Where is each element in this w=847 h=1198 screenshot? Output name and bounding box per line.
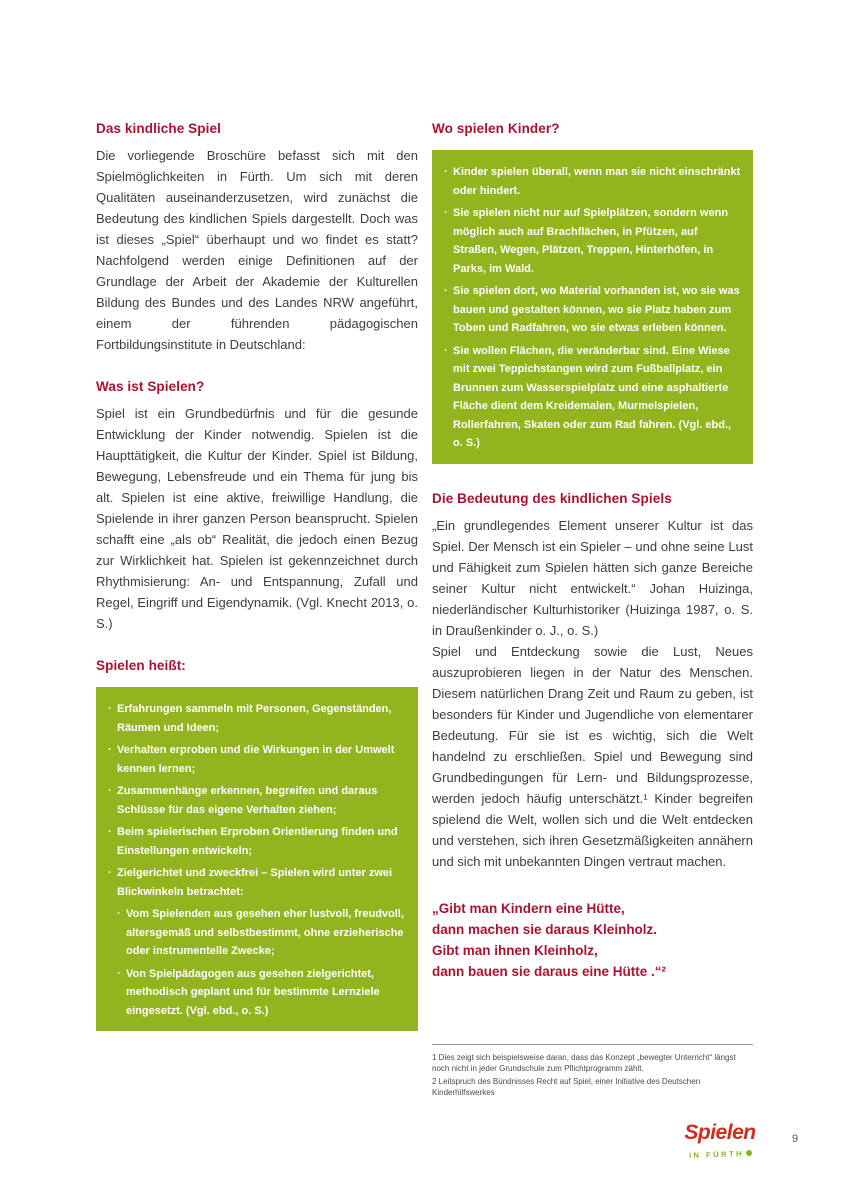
paragraph: Spiel ist ein Grundbedürfnis und für die gesunde Entwicklung der Kinder notwendig. Spielen ist die Haupttätigkeit, die Kultur der Kinder. Spiel ist Bildung, Bewegung, Lebensfreude und ein Thema für jung bis alt. Spielen ist eine aktive, freiwillige Handlung, die Spielende in ihrer ganzen Person beansprucht. Spielen schafft eine „als ob“ Realität, die jedoch einen Bezug zur Wirklichkeit hat. Spielen ist gekennzeichnet durch Rhythmisierung: An- und Entspannung, Zufall und Regel, Eingriff und Eigendynamik. (Vgl. Knecht 2013, o. S.)	[96, 406, 418, 631]
list-item: · Sie wollen Flächen, die veränderbar sind. Eine Wiese mit zwei Teppichstangen wird zum Fußballplatz, ein Brunnen zum Wasserspielplatz und eine asphaltierte Fläche dient dem Kreidemalen, Murmelspielen, Rollerfahren, Skaten oder zum Rad fahren. (Vgl. ebd., o. S.)	[444, 342, 741, 453]
list-item: · Kinder spielen überall, wenn man sie nicht einschränkt oder hindert.	[444, 163, 741, 200]
logo-subtitle: IN FÜRTH	[688, 1149, 744, 1160]
logo-title: Spielen	[684, 1121, 756, 1144]
section-spielen-heisst	[96, 658, 418, 1031]
section-wo-spielen-kinder	[432, 121, 753, 464]
section-heading: Wo spielen Kinder?	[432, 121, 560, 136]
quote-line: „Gibt man Kindern eine Hütte,	[432, 900, 625, 916]
section-heading: Was ist Spielen?	[96, 379, 205, 394]
page-number: 9	[792, 1133, 799, 1145]
section-heading: Die Bedeutung des kindlichen Spiels	[432, 490, 672, 506]
list-item: · Zusammenhänge erkennen, begreifen und daraus Schlüsse für das eigene Verhalten ziehen;	[108, 782, 406, 819]
list-item: · Beim spielerischen Erproben Orientierung finden und Einstellungen entwickeln;	[108, 823, 406, 860]
section-das-kindliche-spiel	[96, 121, 418, 355]
paragraph: Spiel und Entdeckung sowie die Lust, Neues auszuprobieren liegen in der Natur des Menschen. Diesem natürlichen Drang Zeit und Raum zu geben, ist besonders für Kinder und Jugendliche von elementarer Bedeutung. Für sie ist es wichtig, sich die Welt handelnd zu erschließen. Spiel und Bewegung sind Grundbedingungen für Lern- und Bildungsprozesse, werden jedoch häufig unterschätzt.¹ Kinder begreifen spielend die Welt, wollen sich und die Welt entdecken und verstehen, sich ihren Gesetzmäßigkeiten annähern und sich mit unbekannten Dingen vertraut machen.	[432, 643, 753, 869]
footnote: 1 Dies zeigt sich beispielsweise daran, dass das Konzept „bewegter Unterricht“ längst noch nicht in jeder Grundschule zum Pflichtprogramm zählt.	[432, 1053, 736, 1073]
footnotes-block	[432, 1044, 753, 1100]
right-column	[432, 121, 753, 982]
highlight-box-spielen-heisst	[96, 687, 418, 1031]
paragraph: „Ein grundlegendes Element unserer Kultur ist das Spiel. Der Mensch ist ein Spieler – und ohne seine Lust und Fähigkeit zum Spielen hätten sich ganze Bereiche seiner Kultur nicht entwickelt.“ Johan Huizinga, niederländischer Kulturhistoriker (Huizinga 1987, o. S. in Draußenkinder o. J., o. S.)	[432, 517, 753, 638]
left-column	[96, 121, 418, 1031]
section-heading: Das kindliche Spiel	[96, 121, 221, 136]
list-item: · Sie spielen nicht nur auf Spielplätzen, sondern wenn möglich auch auf Brachflächen, in Pfützen, auf Straßen, Wegen, Plätzen, Treppen, Hinterhöfen, in Parks, im Wald.	[444, 204, 741, 278]
quote-line: dann bauen sie daraus eine Hütte .“²	[432, 963, 667, 979]
section-bedeutung	[432, 491, 753, 872]
list-sub-item: · Vom Spielenden aus gesehen eher lustvoll, freudvoll, altersgemäß und selbstbestimmt, ohne erzieherische oder instrumentelle Zwecke;	[117, 905, 406, 961]
pull-quote	[432, 898, 753, 982]
list-item: · Sie spielen dort, wo Material vorhanden ist, wo sie was bauen und gestalten können, wo sie Platz haben zum Toben und Radfahren, wo sie etwas erleben können.	[444, 282, 741, 338]
quote-line: Gibt man ihnen Kleinholz,	[432, 942, 598, 958]
quote-line: dann machen sie daraus Kleinholz.	[432, 921, 658, 937]
list-sub-item: · Von Spielpädagogen aus gesehen zielgerichtet, methodisch geplant und für bestimmte Lernziele eingesetzt. (Vgl. ebd., o. S.)	[117, 965, 406, 1021]
footnote: 2 Leitspruch des Bündnisses Recht auf Spiel, einer Initiative des Deutschen Kinderhilfswerkes	[432, 1077, 701, 1097]
highlight-box-wo-spielen-kinder	[432, 150, 753, 464]
spielen-in-fuerth-logo	[680, 1122, 760, 1162]
logo-dot-icon	[746, 1150, 752, 1156]
section-heading: Spielen heißt:	[96, 658, 186, 673]
paragraph: Die vorliegende Broschüre befasst sich mit den Spielmöglichkeiten in Fürth. Um sich mit deren Qualitäten auseinanderzusetzen, wird zunächst die Bedeutung des kindlichen Spiels dargestellt. Doch was ist dieses „Spiel“ überhaupt und wo findet es statt? Nachfolgend werden einige Definitionen auf der Grundlage der Arbeit der Akademie der Kulturellen Bildung des Bundes und des Landes NRW angeführt, einem der führenden pädagogischen Fortbildungsinstitute in Deutschland:	[96, 148, 418, 352]
section-was-ist-spielen	[96, 379, 418, 634]
list-item: · Erfahrungen sammeln mit Personen, Gegenständen, Räumen und Ideen;	[108, 700, 406, 737]
list-item: · Verhalten erproben und die Wirkungen in der Umwelt kennen lernen;	[108, 741, 406, 778]
list-item: · Zielgerichtet und zweckfrei – Spielen wird unter zwei Blickwinkeln betrachtet:	[108, 864, 406, 901]
